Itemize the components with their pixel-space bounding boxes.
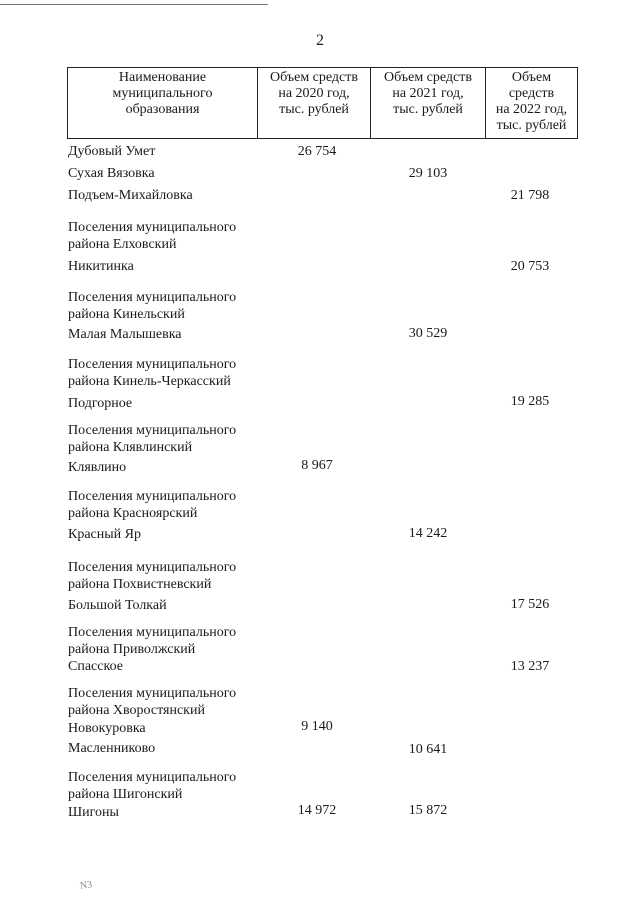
value-2022: 21 798 <box>510 188 550 203</box>
group-line: Поселения муниципального <box>68 686 237 701</box>
group-line: района Шигонский <box>68 787 183 802</box>
municipality-name: Красный Яр <box>68 527 141 542</box>
group-line: района Клявлинский <box>68 440 193 455</box>
district-group-heading <box>68 356 278 390</box>
group-line: района Похвистневский <box>68 577 212 592</box>
group-line: Поселения муниципального <box>68 290 237 305</box>
municipality-name: Сухая Вязовка <box>68 166 155 181</box>
value-2020: 14 972 <box>297 803 337 818</box>
group-line: района Елховский <box>68 237 177 252</box>
footer-scan-mark: N3 <box>79 879 93 892</box>
header-2021-line: Объем средств <box>383 70 472 85</box>
district-group-heading <box>68 289 278 323</box>
header-2020-line: тыс. рублей <box>279 102 349 117</box>
header-2022-line: средств <box>508 86 555 101</box>
header-2022-line: Объем <box>511 70 552 85</box>
municipality-name: Малая Малышевка <box>68 327 182 342</box>
municipality-name: Дубовый Умет <box>68 144 156 159</box>
header-name-line: Наименование <box>118 70 207 85</box>
header-2020-cell <box>258 68 371 139</box>
group-line: Поселения муниципального <box>68 560 237 575</box>
group-line: Поселения муниципального <box>68 423 237 438</box>
table-header <box>67 67 578 139</box>
group-line: Поселения муниципального <box>68 220 237 235</box>
header-2021-cell <box>371 68 486 139</box>
district-group-heading <box>68 624 278 658</box>
district-group-heading <box>68 685 278 719</box>
header-2022-line: на 2022 год, <box>495 102 568 117</box>
municipality-name: Новокуровка <box>68 721 146 736</box>
district-group-heading <box>68 488 278 522</box>
header-2021-line: на 2021 год, <box>392 86 464 101</box>
header-name-line: образования <box>125 102 200 117</box>
value-2021: 10 641 <box>408 742 448 757</box>
value-2022: 13 237 <box>510 659 550 674</box>
group-line: района Кинельский <box>68 307 185 322</box>
value-2022: 17 526 <box>510 597 550 612</box>
group-line: района Хворостянский <box>68 703 205 718</box>
value-2021: 29 103 <box>408 166 448 181</box>
group-line: Поселения муниципального <box>68 489 237 504</box>
municipality-name: Подъем-Михайловка <box>68 188 193 203</box>
group-line: Поселения муниципального <box>68 357 237 372</box>
header-name-line: муниципального <box>112 86 213 101</box>
group-line: района Приволжский <box>68 642 196 657</box>
group-line: района Кинель-Черкасский <box>68 374 231 389</box>
value-2022: 19 285 <box>510 394 550 409</box>
municipality-name: Подгорное <box>68 396 133 411</box>
value-2021: 30 529 <box>408 326 448 341</box>
value-2020: 8 967 <box>301 458 333 473</box>
group-line: Поселения муниципального <box>68 770 237 785</box>
value-2020: 26 754 <box>297 144 337 159</box>
municipality-name: Шигоны <box>68 805 119 820</box>
municipality-name: Масленниково <box>68 741 156 756</box>
header-2020-line: на 2020 год, <box>278 86 350 101</box>
district-group-heading <box>68 559 278 593</box>
value-2021: 14 242 <box>408 526 448 541</box>
page-number: 2 <box>316 32 324 49</box>
header-2022-line: тыс. рублей <box>496 118 567 133</box>
group-line: Поселения муниципального <box>68 625 237 640</box>
header-2021-line: тыс. рублей <box>393 102 463 117</box>
municipality-name: Клявлино <box>68 460 127 475</box>
group-line: района Красноярский <box>68 506 198 521</box>
header-2020-line: Объем средств <box>269 70 358 85</box>
district-group-heading <box>68 219 278 253</box>
municipality-name: Никитинка <box>68 259 134 274</box>
municipality-name: Спасское <box>68 659 123 674</box>
value-2021: 15 872 <box>408 803 448 818</box>
district-group-heading <box>68 769 278 803</box>
header-name-cell <box>68 68 258 139</box>
header-2022-cell <box>486 68 578 139</box>
value-2020: 9 140 <box>301 719 333 734</box>
value-2022: 20 753 <box>510 259 550 274</box>
top-rule <box>0 4 268 5</box>
municipality-name: Большой Толкай <box>68 598 167 613</box>
district-group-heading <box>68 422 278 456</box>
